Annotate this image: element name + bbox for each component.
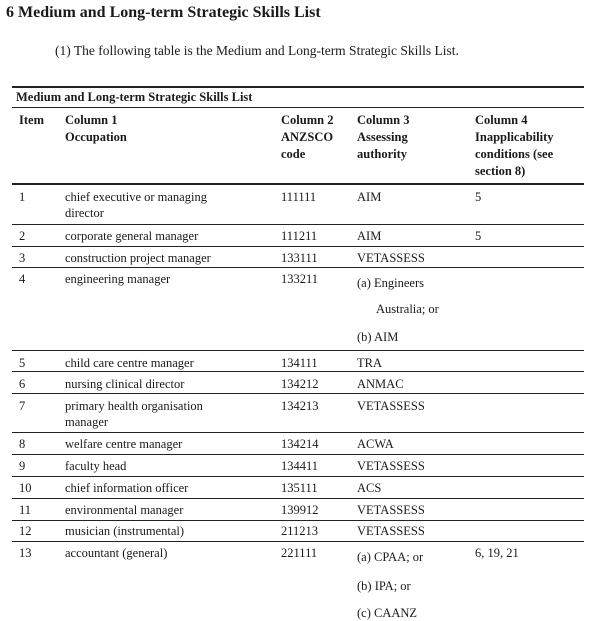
occupation-line: chief executive or managing bbox=[65, 190, 207, 204]
row-rule bbox=[12, 454, 584, 455]
cell-authority: TRA bbox=[357, 356, 382, 370]
cell-code: 134411 bbox=[281, 459, 319, 473]
row-rule bbox=[12, 350, 584, 351]
occupation-line: director bbox=[65, 206, 104, 220]
row-rule bbox=[12, 476, 584, 477]
cell-item: 5 bbox=[19, 356, 26, 370]
cell-occupation: corporate general manager bbox=[65, 229, 199, 243]
cell-occupation: nursing clinical director bbox=[65, 377, 185, 391]
header-column-2-line: Column 2 bbox=[281, 113, 334, 127]
cell-occupation: accountant (general) bbox=[65, 546, 168, 560]
cell-authority-line: (a) Engineers bbox=[357, 276, 424, 290]
header-column-2-line: ANZSCO bbox=[281, 130, 334, 144]
cell-code: 221111 bbox=[281, 546, 318, 560]
header-column-3 bbox=[357, 112, 409, 163]
cell-occupation: musician (instrumental) bbox=[65, 524, 185, 538]
row-rule bbox=[12, 432, 584, 433]
cell-authority-line: (c) CAANZ bbox=[357, 606, 418, 620]
cell-code: 111111 bbox=[281, 190, 317, 204]
title-rule bbox=[12, 107, 584, 108]
cell-authority: ACS bbox=[357, 481, 382, 495]
cell-occupation: construction project manager bbox=[65, 251, 211, 265]
cell-item: 3 bbox=[19, 251, 26, 265]
header-item: Item bbox=[19, 113, 44, 127]
cell-authority-line: Australia; or bbox=[376, 302, 439, 316]
row-rule bbox=[12, 520, 584, 521]
row-rule bbox=[12, 267, 584, 268]
cell-occupation bbox=[65, 189, 207, 221]
table-title: Medium and Long-term Strategic Skills List bbox=[16, 90, 253, 104]
cell-authority: VETASSESS bbox=[357, 251, 425, 265]
cell-occupation: child care centre manager bbox=[65, 356, 194, 370]
table-top-rule bbox=[12, 86, 584, 88]
header-column-3-line: Assessing bbox=[357, 130, 408, 144]
row-rule bbox=[12, 371, 584, 372]
row-rule bbox=[12, 224, 584, 225]
cell-authority: ANMAC bbox=[357, 377, 404, 391]
cell-code: 133211 bbox=[281, 272, 319, 286]
cell-item: 6 bbox=[19, 377, 26, 391]
cell-occupation bbox=[65, 398, 203, 430]
cell-conditions: 5 bbox=[475, 190, 482, 204]
cell-authority: ACWA bbox=[357, 437, 394, 451]
header-rule bbox=[12, 183, 584, 185]
header-column-2 bbox=[281, 112, 333, 163]
cell-code: 134212 bbox=[281, 377, 319, 391]
cell-authority: VETASSESS bbox=[357, 524, 425, 538]
header-column-4-line: Column 4 bbox=[475, 113, 528, 127]
cell-authority: VETASSESS bbox=[357, 459, 425, 473]
cell-item: 13 bbox=[19, 546, 32, 560]
cell-item: 9 bbox=[19, 459, 26, 473]
intro-paragraph: (1) The following table is the Medium and Long-term Strategic Skills List. bbox=[55, 43, 459, 58]
cell-occupation: faculty head bbox=[65, 459, 127, 473]
occupation-line: manager bbox=[65, 415, 109, 429]
header-column-4 bbox=[475, 112, 554, 180]
cell-code: 139912 bbox=[281, 503, 319, 517]
header-column-2-line: code bbox=[281, 147, 306, 161]
cell-item: 2 bbox=[19, 229, 26, 243]
row-rule bbox=[12, 246, 584, 247]
cell-item: 8 bbox=[19, 437, 26, 451]
occupation-line: primary health organisation bbox=[65, 399, 203, 413]
section-heading: 6 Medium and Long-term Strategic Skills List bbox=[6, 4, 321, 21]
header-column-4-line: section 8) bbox=[475, 164, 526, 178]
cell-item: 1 bbox=[19, 190, 26, 204]
cell-item: 12 bbox=[19, 524, 32, 538]
cell-code: 135111 bbox=[281, 481, 318, 495]
cell-occupation: chief information officer bbox=[65, 481, 189, 495]
cell-authority-line: (a) CPAA; or bbox=[357, 550, 424, 564]
cell-occupation: engineering manager bbox=[65, 272, 171, 286]
cell-authority: AIM bbox=[357, 229, 382, 243]
cell-code: 134111 bbox=[281, 356, 318, 370]
header-column-1-line: Column 1 bbox=[65, 113, 118, 127]
cell-item: 7 bbox=[19, 399, 26, 413]
cell-authority: AIM bbox=[357, 190, 382, 204]
cell-code: 134214 bbox=[281, 437, 319, 451]
header-column-4-line: conditions (see bbox=[475, 147, 554, 161]
header-column-4-line: Inapplicability bbox=[475, 130, 554, 144]
cell-code: 134213 bbox=[281, 399, 319, 413]
row-rule bbox=[12, 498, 584, 499]
cell-item: 4 bbox=[19, 272, 26, 286]
cell-occupation: welfare centre manager bbox=[65, 437, 183, 451]
cell-item: 10 bbox=[19, 481, 32, 495]
cell-conditions: 6, 19, 21 bbox=[475, 546, 519, 560]
header-column-1-line: Occupation bbox=[65, 130, 127, 144]
cell-code: 111211 bbox=[281, 229, 318, 243]
cell-authority-line: (b) AIM bbox=[357, 330, 399, 344]
cell-authority: VETASSESS bbox=[357, 503, 425, 517]
cell-code: 133111 bbox=[281, 251, 318, 265]
row-rule bbox=[12, 541, 584, 542]
cell-authority: VETASSESS bbox=[357, 399, 425, 413]
header-column-3-line: authority bbox=[357, 147, 407, 161]
cell-item: 11 bbox=[19, 503, 32, 517]
cell-authority-line: (b) IPA; or bbox=[357, 579, 411, 593]
header-column-3-line: Column 3 bbox=[357, 113, 410, 127]
row-rule bbox=[12, 393, 584, 394]
cell-conditions: 5 bbox=[475, 229, 482, 243]
header-column-1 bbox=[65, 112, 127, 146]
cell-code: 211213 bbox=[281, 524, 319, 538]
cell-occupation: environmental manager bbox=[65, 503, 184, 517]
